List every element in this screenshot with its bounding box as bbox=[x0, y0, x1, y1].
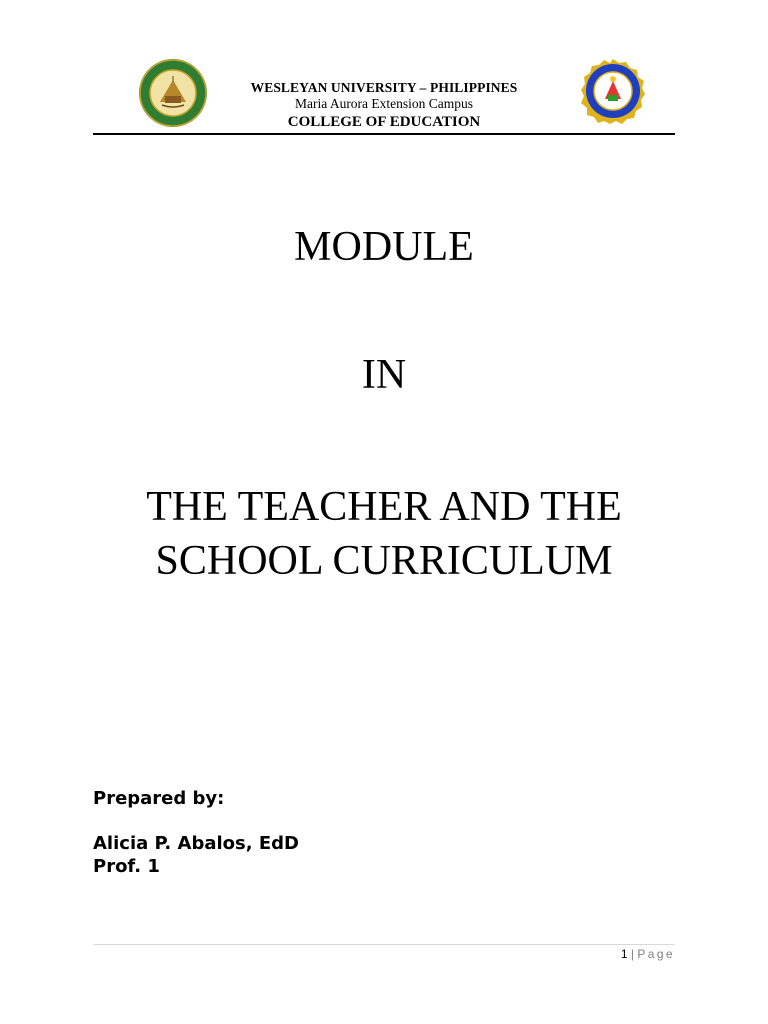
title-module: MODULE bbox=[294, 224, 474, 270]
author-rank: Prof. 1 bbox=[93, 856, 160, 877]
document-header bbox=[93, 56, 675, 136]
college-seal-icon bbox=[577, 58, 649, 124]
title-subject bbox=[0, 480, 768, 588]
page-number: 1 bbox=[620, 947, 628, 961]
page-label: Page bbox=[637, 947, 675, 961]
prepared-by-label: Prepared by: bbox=[93, 788, 225, 809]
header-text-block bbox=[213, 80, 555, 132]
title-in: IN bbox=[361, 352, 407, 398]
college-name: COLLEGE OF EDUCATION bbox=[287, 114, 481, 130]
page-footer bbox=[621, 947, 675, 961]
university-seal-icon bbox=[135, 58, 211, 128]
title-subject-line-1: THE TEACHER AND THE bbox=[146, 484, 622, 530]
page-separator: | bbox=[630, 947, 635, 961]
author-name: Alicia P. Abalos, EdD bbox=[93, 833, 299, 854]
campus-name: Maria Aurora Extension Campus bbox=[294, 96, 474, 111]
title-subject-line-2: SCHOOL CURRICULUM bbox=[155, 538, 613, 584]
footer-divider bbox=[93, 944, 675, 945]
header-divider bbox=[93, 133, 675, 135]
university-name: WESLEYAN UNIVERSITY – PHILIPPINES bbox=[250, 80, 518, 95]
